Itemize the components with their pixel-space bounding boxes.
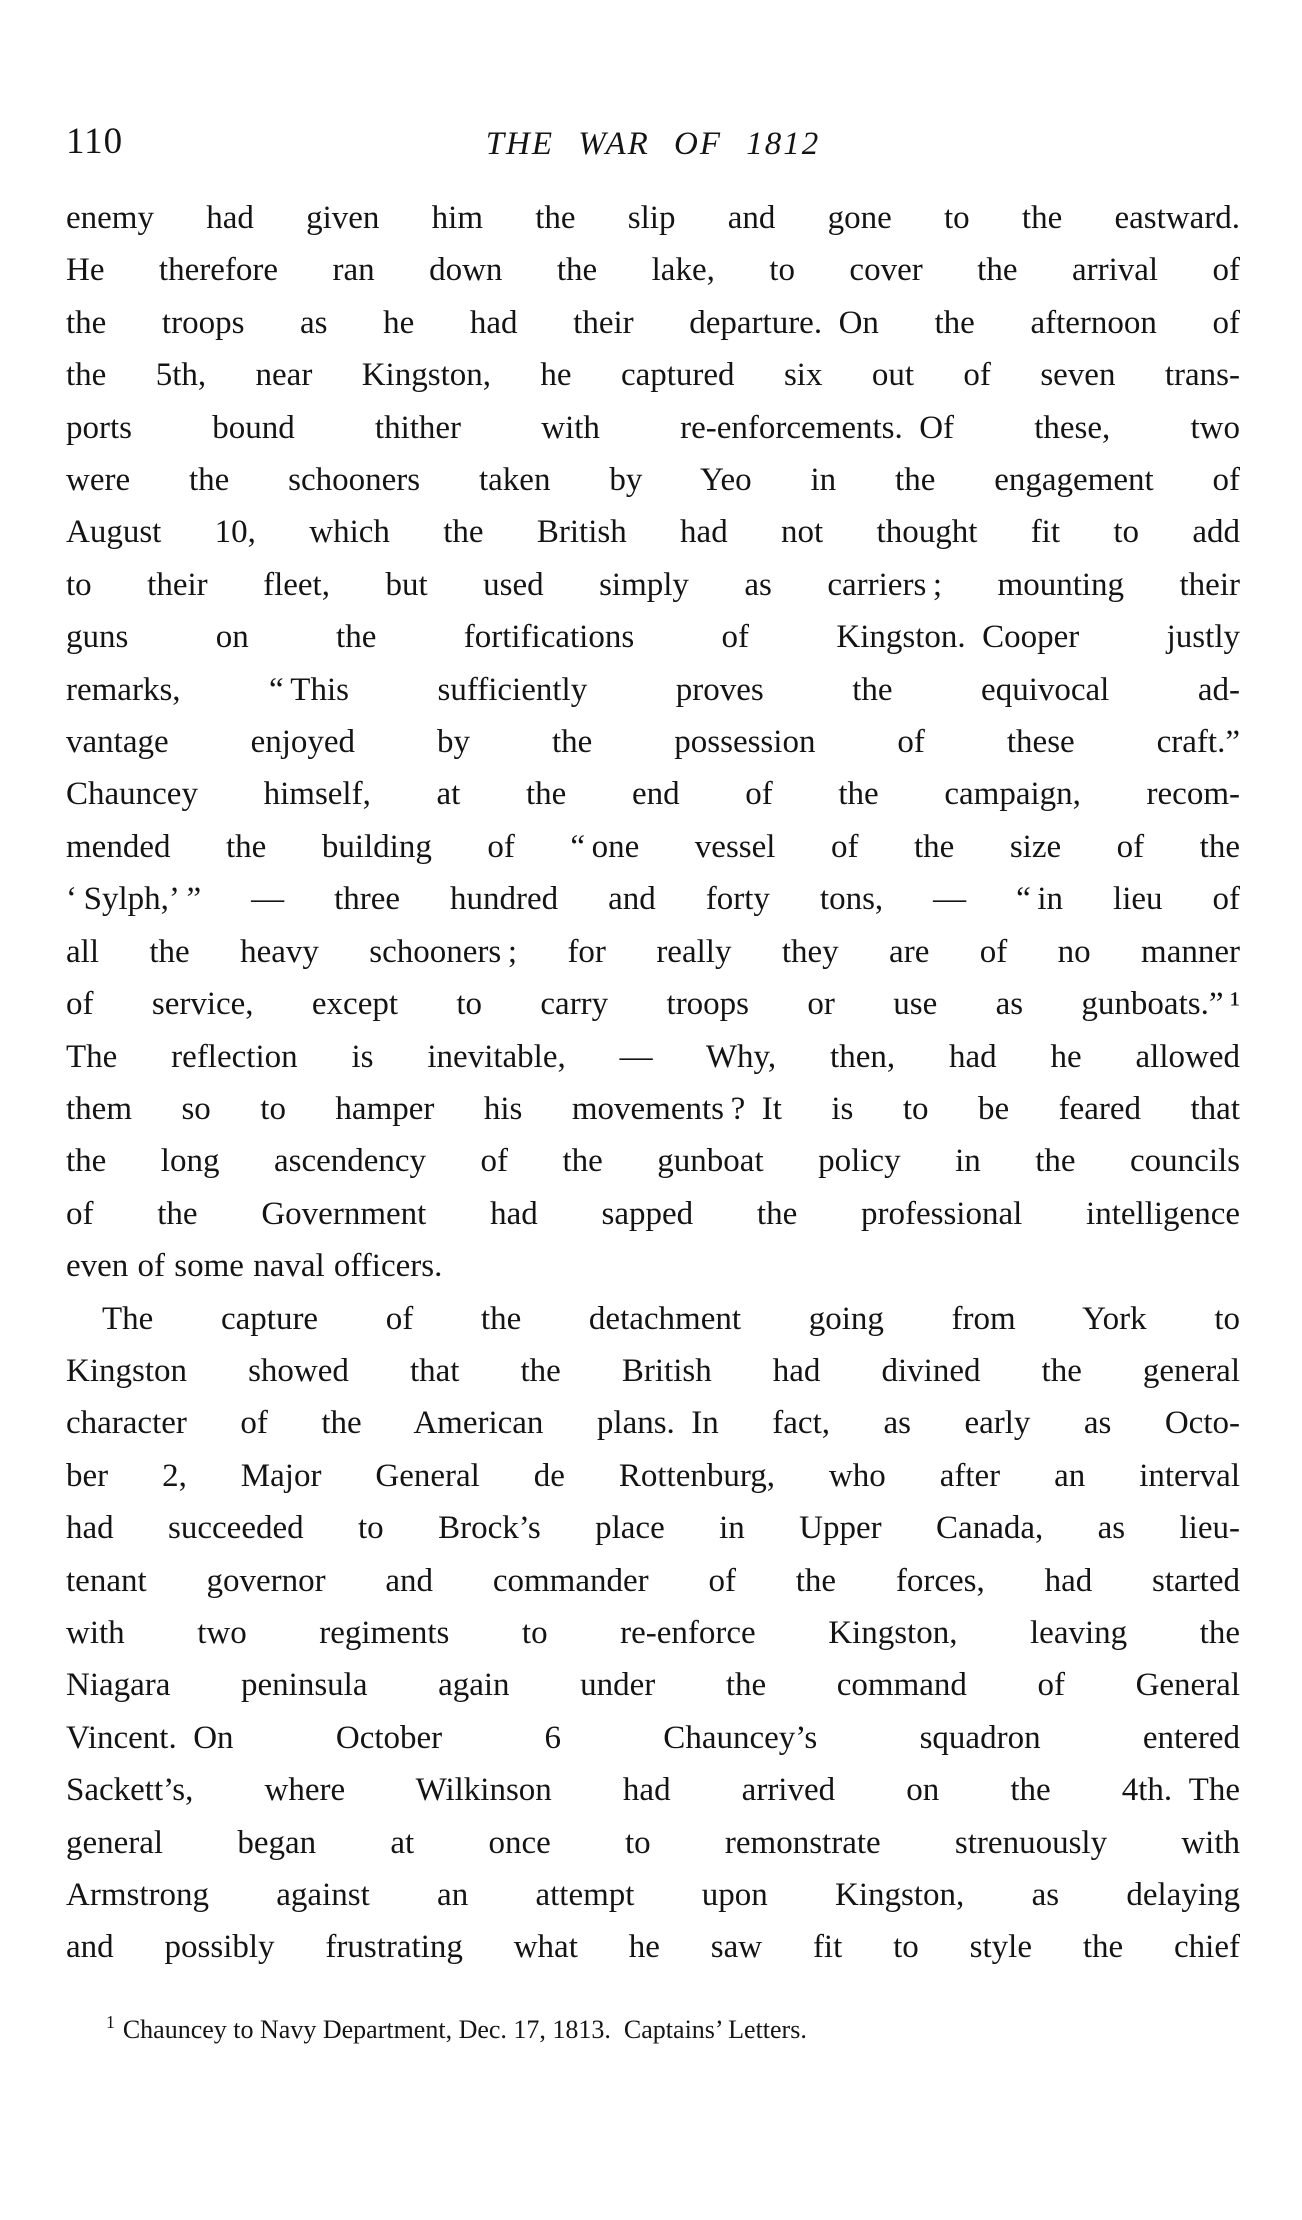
text-line: with two regiments to re-enforce Kingston, leaving the	[66, 1614, 1240, 1651]
text-line: Kingston showed that the British had divined the general	[66, 1352, 1240, 1389]
text-line: Vincent. On October 6 Chauncey’s squadron entered	[66, 1719, 1240, 1756]
text-line: all the heavy schooners ; for really they are of no manner	[66, 933, 1240, 970]
text-line: and possibly frustrating what he saw fit to style the chief	[66, 1929, 1240, 1966]
paragraph-2	[66, 1293, 1240, 1974]
text-line: the 5th, near Kingston, he captured six out of seven trans-	[66, 357, 1240, 394]
footnote	[66, 2012, 1240, 2048]
text-line: ber 2, Major General de Rottenburg, who after an interval	[66, 1457, 1240, 1494]
body-text	[66, 192, 1240, 1974]
text-line: remarks, “ This sufficiently proves the equivocal ad-	[66, 671, 1240, 708]
text-line: Armstrong against an attempt upon Kingston, as delaying	[66, 1877, 1240, 1913]
text-line: The capture of the detachment going from York to	[102, 1300, 1240, 1337]
page-number: 110	[66, 121, 124, 162]
text-line: tenant governor and commander of the forces, had started	[66, 1562, 1240, 1599]
page-header	[66, 120, 1240, 166]
text-line: August 10, which the British had not thought fit to add	[66, 514, 1240, 551]
text-line: the long ascendency of the gunboat policy in the councils	[66, 1143, 1240, 1180]
text-line: Chauncey himself, at the end of the campaign, recom-	[66, 776, 1240, 813]
text-line: were the schooners taken by Yeo in the engagement of	[66, 462, 1240, 499]
text-line: had succeeded to Brock’s place in Upper Canada, as lieu-	[66, 1510, 1240, 1547]
text-line: He therefore ran down the lake, to cover the arrival of	[66, 252, 1240, 289]
text-line: them so to hamper his movements ? It is to be feared that	[66, 1090, 1240, 1127]
text-line: the troops as he had their departure. On the afternoon of	[66, 304, 1240, 341]
paragraph-1	[66, 192, 1240, 1293]
text-line: general began at once to remonstrate strenuously with	[66, 1824, 1240, 1861]
footnote-text: Chauncey to Navy Department, Dec. 17, 1813. Captains’ Letters.	[122, 2014, 807, 2044]
running-title: THE WAR OF 1812	[485, 126, 821, 162]
text-line: Niagara peninsula again under the command of General	[66, 1667, 1240, 1704]
text-line: of service, except to carry troops or use as gunboats.” ¹	[66, 986, 1240, 1023]
text-line: mended the building of “ one vessel of the size of the	[66, 828, 1240, 865]
text-line: even of some naval officers.	[66, 1248, 443, 1285]
text-line: The reflection is inevitable, — Why, then, had he allowed	[66, 1038, 1240, 1075]
text-line: guns on the fortifications of Kingston. Cooper justly	[66, 619, 1240, 656]
text-line: to their fleet, but used simply as carriers ; mounting their	[66, 566, 1240, 603]
text-line: vantage enjoyed by the possession of these craft.”	[66, 724, 1240, 761]
text-line: ‘ Sylph,’ ” — three hundred and forty tons, — “ in lieu of	[66, 881, 1240, 918]
text-line: Sackett’s, where Wilkinson had arrived on the 4th. The	[66, 1772, 1240, 1809]
footnote-marker: 1	[106, 2012, 115, 2033]
text-line: character of the American plans. In fact, as early as Octo-	[66, 1405, 1240, 1442]
text-line: ports bound thither with re-enforcements. Of these, two	[66, 409, 1240, 446]
text-line: of the Government had sapped the professional intelligence	[66, 1195, 1240, 1232]
text-line: enemy had given him the slip and gone to the eastward.	[66, 200, 1240, 236]
